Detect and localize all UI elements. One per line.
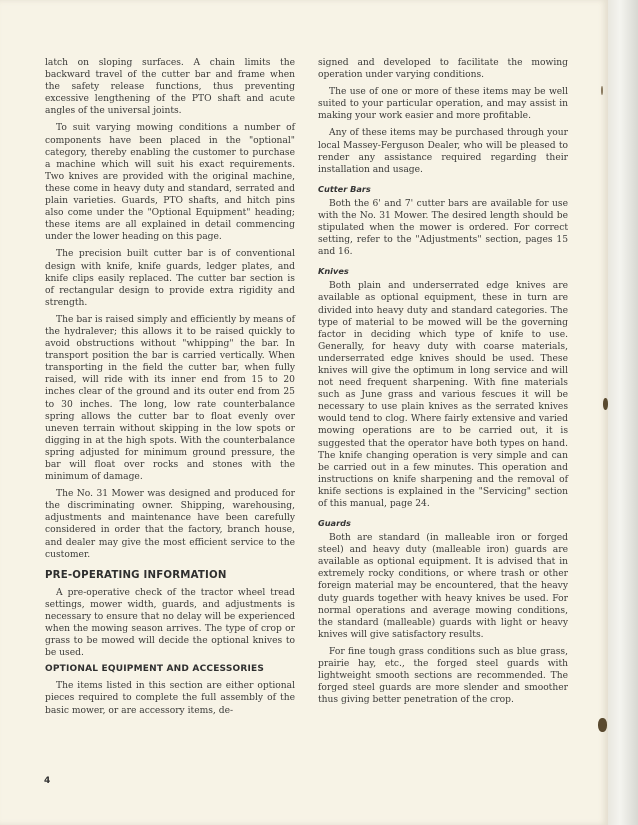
paragraph: The items listed in this section are either optional pieces required to complete the full assembly of the basic mower, or are accessory items, de-	[45, 681, 295, 716]
right-column	[318, 57, 568, 711]
paper-blemish	[601, 86, 603, 95]
paragraph: A pre-operative check of the tractor wheel tread settings, mower width, guards, and adjustments is necessary to ensure that no delay will be experienced when the mowing season arrives. The type of crop or grass to be mowed will decide the optional knives to be used.	[45, 587, 295, 659]
paragraph: Both the 6' and 7' cutter bars are available for use with the No. 31 Mower. The desired length should be stipulated when the mower is ordered. For correct setting, refer to the "Adjustments" section, pages 15 and 16.	[318, 198, 568, 258]
left-column	[45, 57, 295, 722]
paragraph: Both are standard (in malleable iron or forged steel) and heavy duty (malleable iron) guards are available as optional equipment. It is advised that in extremely rocky conditions, or where trash or other foreign material may be encountered, that the heavy duty guards together with heavy knives be used. For normal operations and average mowing conditions, the standard (malleable) guards with light or heavy knives will give satisfactory results.	[318, 533, 568, 640]
paragraph: The precision built cutter bar is of conventional design with knife, knife guards, ledger plates, and knife clips easily replaced. The cutter bar section is of rectangular design to provide extra rigidity and strength.	[45, 249, 295, 308]
paragraph: The bar is raised simply and efficiently by means of the hydralever; this allows it to be raised quickly to avoid obstructions without "whipping" the bar. In transport position the bar is carried vertically. When transporting in the field the cutter bar, when fully raised, will ride with its inner end from 15 to 20 inches clear of the ground and its outer end from 25 to 30 inches. The long, low rate counterbalance spring allows the cutter bar to float evenly over uneven terrain without skipping in the low spots or digging in at the high spots. With the counterbalance spring adjusted for minimum ground pressure, the bar will float over rocks and stones with the minimum of damage.	[45, 314, 295, 483]
paragraph: The No. 31 Mower was designed and produced for the discriminating owner. Shipping, warehousing, adjustments and maintenance have been carefully considered in order that the factory, branch house, and dealer may give the most efficient service to the customer.	[45, 489, 295, 560]
paragraph: latch on sloping surfaces. A chain limits the backward travel of the cutter bar and frame when the safety release functions, thus preventing excessive lengthening of the PTO shaft and acute angles of the universal joints.	[45, 58, 295, 117]
paper-blemish	[598, 718, 607, 732]
page-number: 4	[44, 776, 51, 786]
paragraph: Both plain and underserrated edge knives are available as optional equipment, these in turn are divided into heavy duty and standard categories. The type of material to be mowed will be the governing factor in deciding which type of knife to use. Generally, for heavy duty with coarse materials, underserrated edge knives should be used. These knives will give the optimum in long service and will not need frequent sharpening. With fine materials such as June grass and various fescues it will be necessary to use plain knives as the serrated knives would tend to clog. Where fairly extensive and varied mowing operations are to be carried out, it is suggested that the operator have both types on hand. The knife changing operation is very simple and can be carried out in a few minutes. This operation and instructions on knife sharpening and the removal of knife sections is explained in the "Servicing" section of this manual, page 24.	[318, 281, 568, 509]
section-heading-pre-operating: PRE-OPERATING INFORMATION	[45, 569, 227, 581]
subheading-cutter-bars: Cutter Bars	[318, 183, 371, 194]
paper-blemish	[603, 398, 608, 410]
paragraph: To suit varying mowing conditions a number of components have been placed in the "optional" category, thereby enabling the customer to purchase a machine which will suit his exact requirements. Two knives are provided with the original machine, these come in heavy duty and standard, serrated and plain varieties. Guards, PTO shafts, and hitch pins also come under the "Optional Equipment" heading; these items are all explained in detail commencing under the lower heading on this page.	[45, 123, 295, 243]
paragraph: signed and developed to facilitate the mowing operation under varying conditions.	[318, 58, 568, 81]
subheading-knives: Knives	[318, 266, 349, 277]
subheading-guards: Guards	[318, 518, 351, 529]
paragraph: Any of these items may be purchased through your local Massey-Ferguson Dealer, who will be pleased to render any assistance required regarding their installation and usage.	[318, 128, 568, 175]
paragraph: For fine tough grass conditions such as blue grass, prairie hay, etc., the forged steel guards with lightweight smooth sections are recommended. The forged steel guards are more slender and smoother thus giving better penetration of the crop.	[318, 646, 568, 706]
page-edge-background	[608, 0, 638, 825]
section-heading-optional-equipment: OPTIONAL EQUIPMENT AND ACCESSORIES	[45, 664, 265, 675]
paragraph: The use of one or more of these items may be well suited to your particular operation, and may assist in making your work easier and more profitable.	[318, 87, 568, 122]
